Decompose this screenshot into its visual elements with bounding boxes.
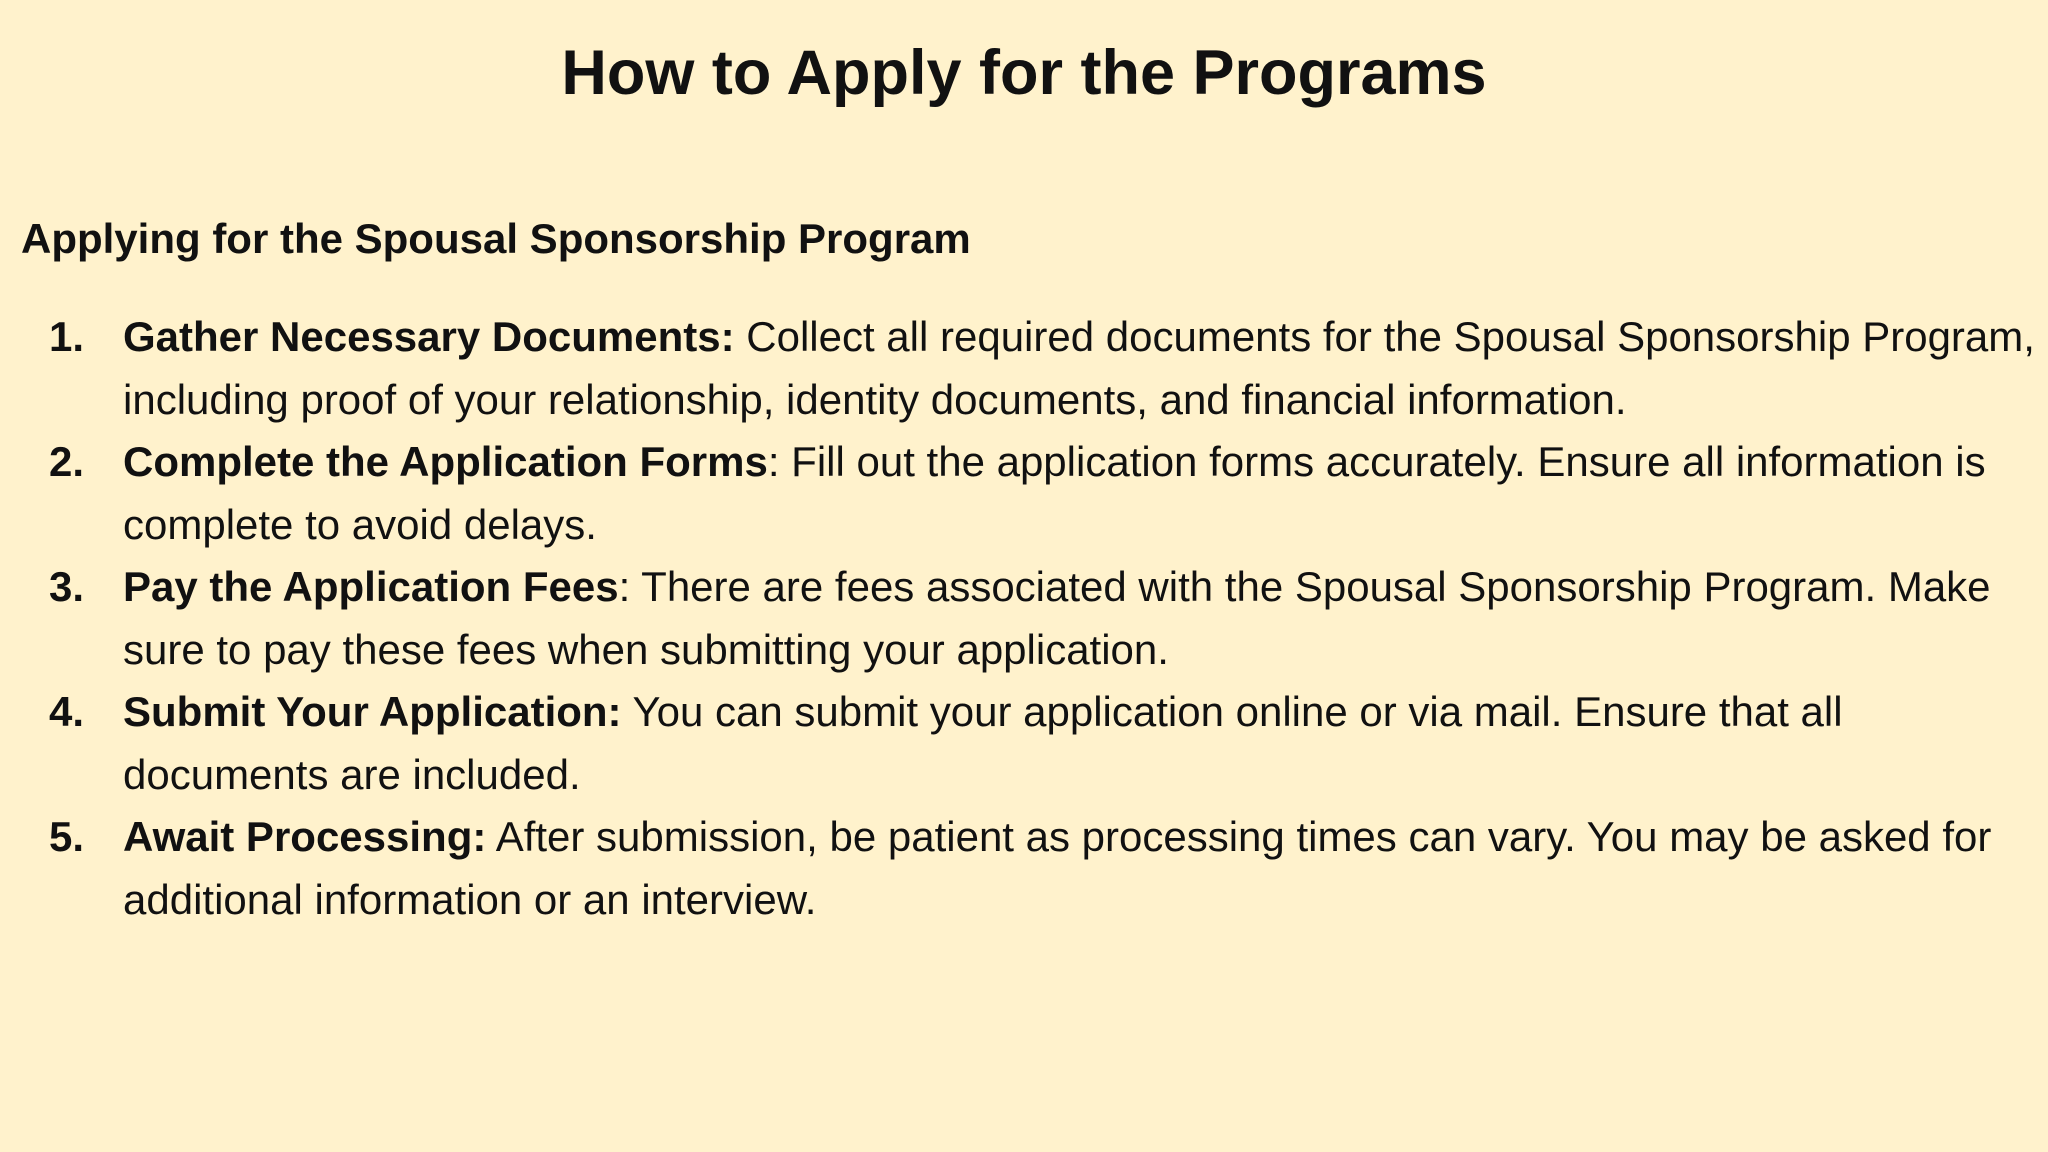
step-heading: Submit Your Application: (123, 688, 622, 735)
list-item (49, 306, 2039, 431)
step-heading: Gather Necessary Documents: (123, 313, 735, 360)
list-item (49, 556, 2039, 681)
step-number: 2. (49, 438, 85, 485)
slide-title: How to Apply for the Programs (561, 38, 1487, 108)
step-heading: Complete the Application Forms (123, 438, 768, 485)
step-text: You can submit your application online or via mail. Ensure that all documents are included. (123, 688, 1843, 798)
step-number: 3. (49, 563, 85, 610)
step-number: 4. (49, 688, 85, 735)
list-item (49, 431, 2039, 556)
section-heading: Applying for the Spousal Sponsorship Program (21, 215, 971, 262)
step-heading: Pay the Application Fees (123, 563, 619, 610)
step-text: : There are fees associated with the Spousal Sponsorship Program. Make sure to pay these fees when submitting your application. (123, 563, 1991, 673)
steps-list (49, 306, 2039, 931)
list-item (49, 681, 2039, 806)
step-number: 1. (49, 313, 85, 360)
step-text: After submission, be patient as processing times can vary. You may be asked for additional information or an interview. (123, 813, 1992, 923)
step-number: 5. (49, 813, 85, 860)
step-text: : Fill out the application forms accurately. Ensure all information is complete to avoid delays. (123, 438, 1986, 548)
step-heading: Await Processing: (123, 813, 487, 860)
step-text: Collect all required documents for the Spousal Sponsorship Program, including proof of your relationship, identity documents, and financial information. (123, 313, 2035, 423)
list-item (49, 806, 2039, 931)
